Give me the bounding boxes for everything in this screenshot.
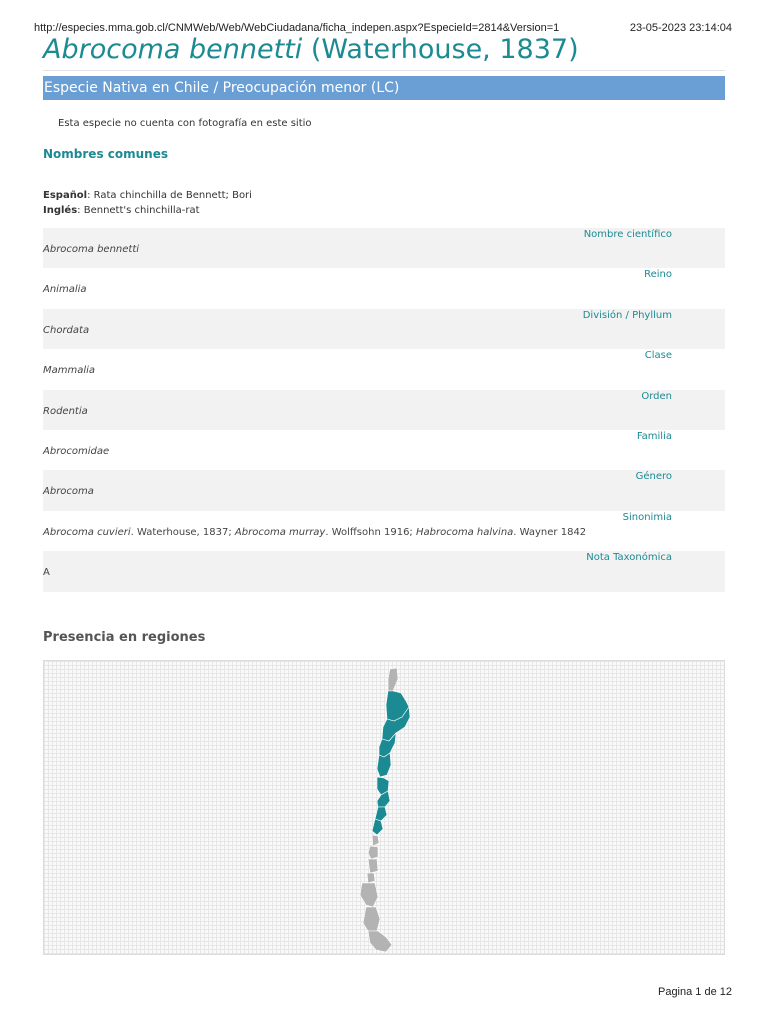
- taxonomy-value: Rodentia: [43, 405, 88, 417]
- region-magallanes: [368, 931, 392, 952]
- common-name-english: [43, 203, 252, 218]
- common-names: [43, 188, 252, 218]
- region-araucania: [368, 859, 378, 873]
- taxonomy-row-synonyms: [43, 511, 725, 551]
- species-title: [43, 34, 579, 65]
- title-divider: [43, 70, 725, 71]
- taxonomy-label: Sinonimia: [622, 511, 672, 523]
- common-name-spanish: [43, 188, 252, 203]
- taxonomy-value: Abrocoma: [43, 486, 94, 498]
- page-number: Pagina 1 de 12: [657, 986, 732, 998]
- taxonomy-table: [43, 228, 725, 592]
- scientific-name: Abrocoma bennetti: [43, 34, 303, 65]
- taxonomy-label: Género: [635, 471, 672, 483]
- taxonomy-label: Nombre científico: [583, 229, 672, 240]
- taxonomy-row-class: [43, 349, 725, 389]
- synonyms-value: [43, 527, 586, 538]
- taxonomy-value: A: [43, 567, 50, 579]
- regions-map: [43, 660, 725, 955]
- chile-map-svg: [44, 661, 726, 956]
- region-ohiggins: [375, 807, 387, 821]
- region-maule: [372, 819, 383, 835]
- region-los-lagos: [360, 883, 378, 907]
- species-author: (Waterhouse, 1837): [310, 34, 579, 65]
- synonym-name: Abrocoma murray: [234, 526, 326, 538]
- synonym-author: . Wolffsohn 1916;: [325, 526, 416, 538]
- taxonomy-row-kingdom: [43, 268, 725, 308]
- taxonomy-label: Clase: [644, 350, 672, 362]
- taxonomy-value: Animalia: [43, 284, 87, 296]
- taxonomy-value: Abrocoma bennetti: [43, 244, 140, 255]
- region-arica-parinacota: [388, 668, 398, 691]
- region-metropolitana: [377, 791, 390, 807]
- taxonomy-row-genus: [43, 470, 725, 510]
- page-url: http://especies.mma.gob.cl/CNMWeb/Web/WebCiudadana/ficha_indepen.aspx?EspecieId=2814&Version=1: [34, 22, 560, 34]
- region-los-rios: [367, 873, 375, 883]
- taxonomy-row-order: [43, 390, 725, 430]
- taxonomy-label: Familia: [636, 430, 672, 442]
- regions-heading: Presencia en regiones: [43, 630, 206, 645]
- synonym-author: . Wayner 1842: [513, 526, 587, 538]
- spanish-value: : Rata chinchilla de Bennett; Bori: [87, 190, 252, 201]
- taxonomy-row-phylum: [43, 309, 725, 349]
- region-aysen: [363, 907, 380, 931]
- synonym-author: . Waterhouse, 1837;: [130, 526, 235, 538]
- english-label: Inglés: [43, 205, 78, 216]
- taxonomy-row-scientific-name: [43, 228, 725, 268]
- spanish-label: Español: [43, 190, 88, 201]
- taxonomy-label: División / Phyllum: [582, 309, 672, 321]
- no-photo-note: Esta especie no cuenta con fotografía en este sitio: [58, 118, 312, 129]
- taxonomy-row-family: [43, 430, 725, 470]
- common-names-heading: Nombres comunes: [43, 147, 168, 161]
- taxonomy-label: Nota Taxonómica: [586, 552, 672, 564]
- synonym-name: Abrocoma cuvieri: [43, 526, 131, 538]
- print-timestamp: 23-05-2023 23:14:04: [629, 22, 732, 34]
- taxonomy-label: Reino: [644, 269, 672, 281]
- taxonomy-value: Abrocomidae: [43, 445, 110, 457]
- synonym-name: Habrocoma halvina: [415, 526, 514, 538]
- region-nuble: [372, 835, 379, 846]
- taxonomy-row-taxonomic-note: [43, 551, 725, 591]
- taxonomy-label: Orden: [641, 390, 672, 402]
- region-biobio: [368, 846, 378, 859]
- taxonomy-value: Chordata: [43, 324, 90, 336]
- taxonomy-value: Mammalia: [43, 365, 96, 377]
- conservation-status-bar: Especie Nativa en Chile / Preocupación menor (LC): [43, 76, 725, 100]
- english-value: : Bennett's chinchilla-rat: [77, 205, 200, 216]
